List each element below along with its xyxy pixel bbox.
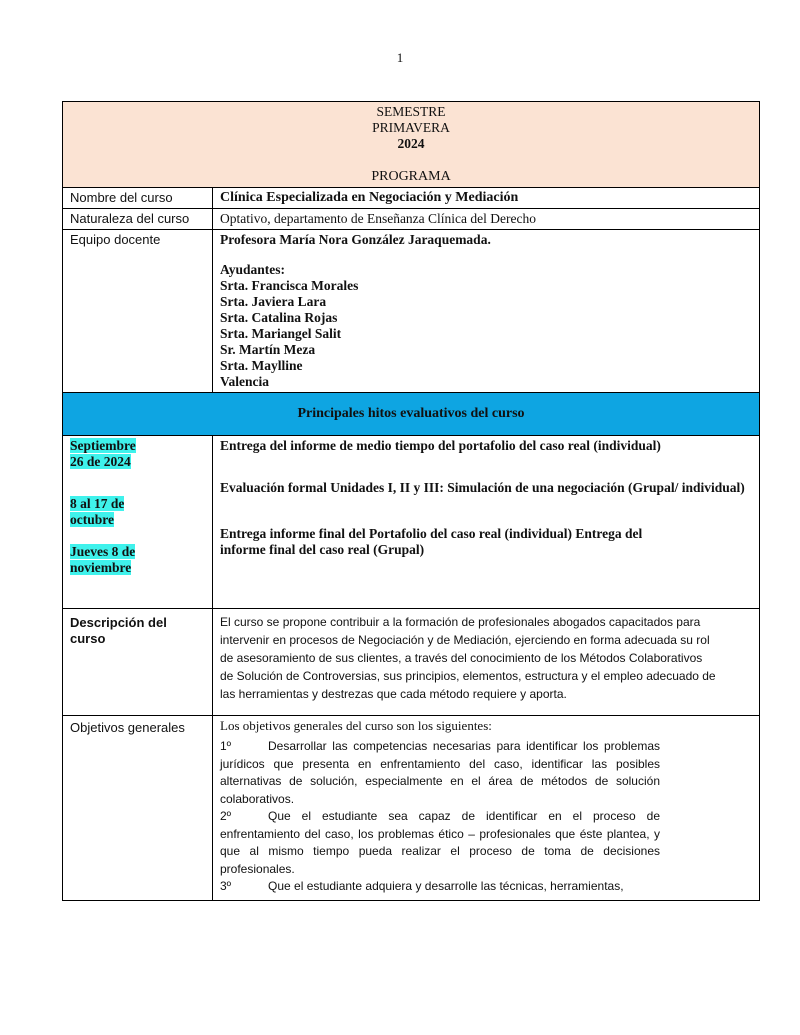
date-line: 26 de 2024 xyxy=(70,454,131,469)
milestone-date xyxy=(70,438,205,470)
description-line: de Solución de Controversias, sus principios, elementos, estructura y el empleo adecuado de xyxy=(220,669,716,683)
milestone-item: Entrega informe final del Portafolio del caso real (individual) Entrega del informe final del caso real (Grupal) xyxy=(220,526,643,557)
description-line: El curso se propone contribuir a la formación de profesionales abogados capacitados para xyxy=(220,615,701,629)
course-nature-label: Naturaleza del curso xyxy=(63,209,213,230)
team-label: Equipo docente xyxy=(63,230,213,393)
objectives-row xyxy=(63,716,760,901)
objective-item xyxy=(220,738,660,808)
semester-header xyxy=(63,102,760,188)
course-name: Clínica Especializada en Negociación y Mediación xyxy=(213,188,760,209)
assistant-item: Sr. Martín Meza xyxy=(220,342,316,357)
course-nature-row xyxy=(63,209,760,230)
assistant-item: Srta. Maylline xyxy=(220,358,303,373)
program-table xyxy=(62,101,760,901)
assistant-item: Valencia xyxy=(220,374,270,389)
course-nature: Optativo, departamento de Enseñanza Clínica del Derecho xyxy=(213,209,760,230)
assistant-item: Srta. Francisca Morales xyxy=(220,278,359,293)
team-row xyxy=(63,230,760,393)
team-cell xyxy=(213,230,760,393)
assistants-label: Ayudantes: xyxy=(220,262,286,277)
milestones-row xyxy=(63,436,760,609)
objective-item xyxy=(220,808,660,878)
assistant-item: Srta. Catalina Rojas xyxy=(220,310,338,325)
milestone-item: Entrega del informe de medio tiempo del portafolio del caso real (individual) xyxy=(220,438,661,453)
objective-text: Que el estudiante adquiera y desarrolle las técnicas, herramientas, xyxy=(268,879,624,893)
description-line: las herramientas y destrezas que cada método requiere y aporta. xyxy=(220,687,567,701)
header-row xyxy=(63,102,760,188)
objective-number: 1º xyxy=(220,739,232,753)
objective-text: Que el estudiante sea capaz de identificar en el proceso de enfrentamiento del caso, los problemas ético – profesionales que éste plantea, y que al mismo tiempo pueda realizar el proceso de toma de decisiones profesionales. xyxy=(220,809,660,876)
objectives-cell xyxy=(213,716,760,901)
description-row xyxy=(63,609,760,716)
course-name-label: Nombre del curso xyxy=(63,188,213,209)
year-label: 2024 xyxy=(397,136,425,151)
date-line: noviembre xyxy=(70,560,132,575)
description-line: intervenir en procesos de Negociación y de Mediación, ejerciendo en forma adecuada su rol xyxy=(220,633,710,647)
objectives-intro: Los objetivos generales del curso son los siguientes: xyxy=(220,718,492,733)
date-line: Septiembre xyxy=(70,438,136,453)
program-label: PROGRAMA xyxy=(371,169,451,184)
objective-number: 3º xyxy=(220,879,232,893)
milestone-date xyxy=(70,544,205,576)
description-label: Descripción del curso xyxy=(63,609,213,716)
milestone-dates xyxy=(63,436,213,609)
milestone-item: Evaluación formal Unidades I, II y III: Simulación de una negociación (Grupal/ individual) xyxy=(220,480,745,495)
milestone-items xyxy=(213,436,760,609)
description-line: de asesoramiento de sus clientes, a través del conocimiento de los Métodos Colaborativos xyxy=(220,651,703,665)
date-line: Jueves 8 de xyxy=(70,544,136,559)
milestones-band-row xyxy=(63,393,760,436)
course-name-row xyxy=(63,188,760,209)
milestones-title: Principales hitos evaluativos del curso xyxy=(63,393,760,436)
semester-label: SEMESTRE xyxy=(376,104,446,119)
season-label: PRIMAVERA xyxy=(372,120,450,135)
objective-text: Desarrollar las competencias necesarias para identificar los problemas jurídicos que presenta en enfrentamiento del caso, identificar las posibles alternativas de solución, especialmente en el área de métodos de solución colaborativos. xyxy=(220,739,660,806)
objective-item xyxy=(220,878,660,896)
assistant-item: Srta. Javiera Lara xyxy=(220,294,327,309)
description-cell xyxy=(213,609,760,716)
objectives-label: Objetivos generales xyxy=(63,716,213,901)
professor-name: Profesora María Nora González Jaraquemada. xyxy=(220,232,491,247)
milestone-date xyxy=(70,496,205,528)
date-line: 8 al 17 de xyxy=(70,496,125,511)
objective-number: 2º xyxy=(220,809,232,823)
assistant-item: Srta. Mariangel Salit xyxy=(220,326,342,341)
date-line: octubre xyxy=(70,512,114,527)
page-number: 1 xyxy=(396,50,404,65)
